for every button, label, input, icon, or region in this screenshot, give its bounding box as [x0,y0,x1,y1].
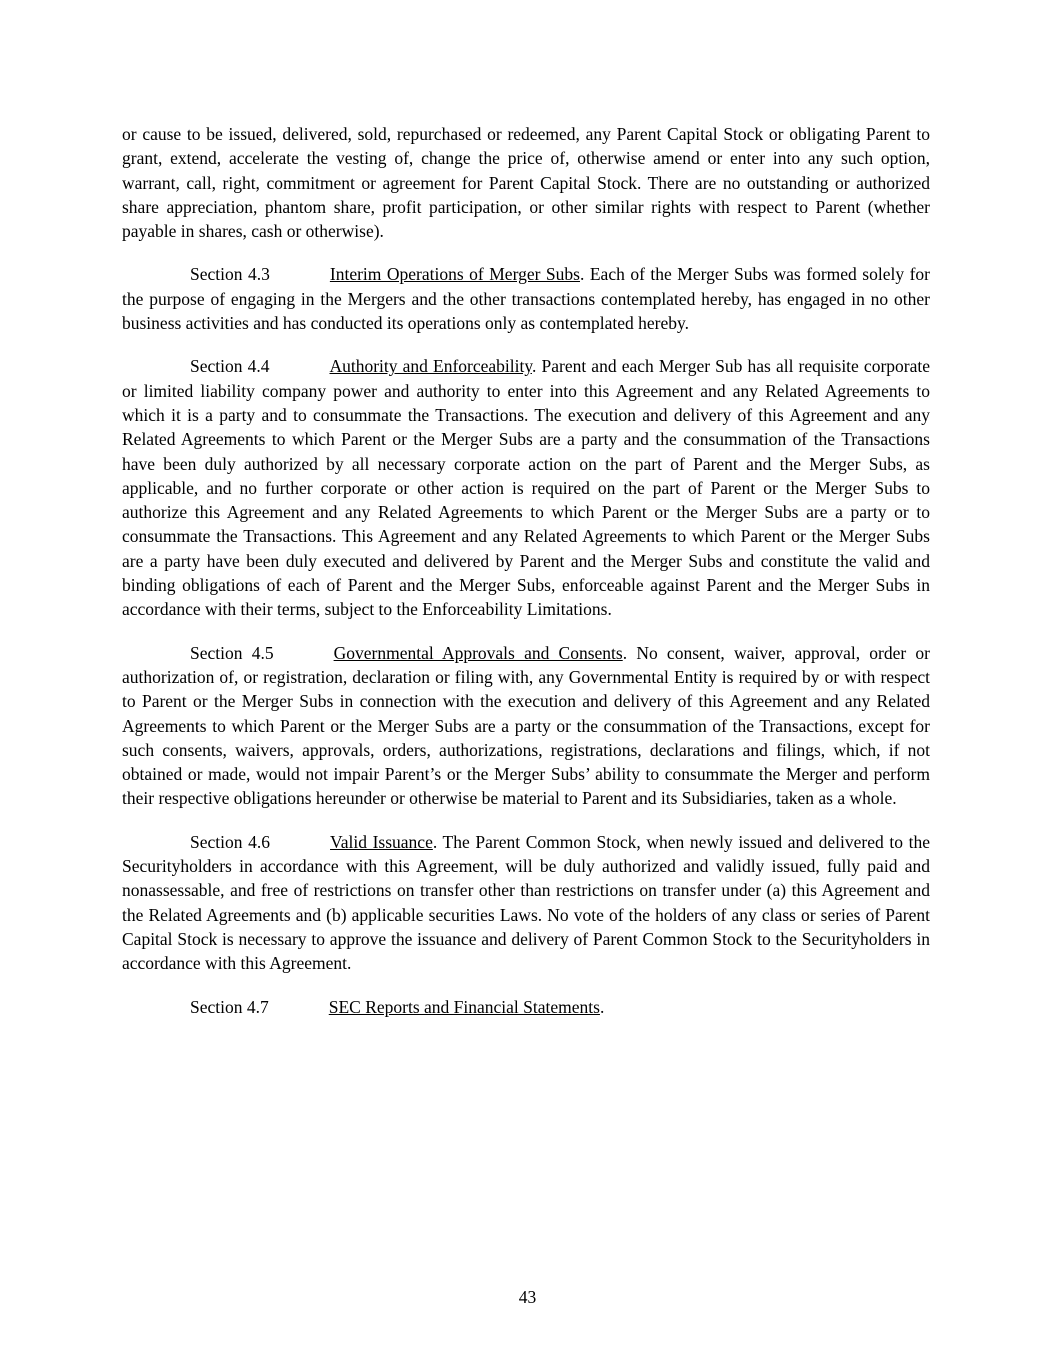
section-body: . Each of the Merger Subs was formed solely for the purpose of engaging in the Mergers and the other transactions contemplated hereby, has engaged in no other business activities and has conducted its operations only as contemplated hereby. [122,264,930,334]
section-label: Section 4.3 [190,264,270,285]
section-heading: Interim Operations of Merger Subs [329,264,580,285]
section-body: . Parent and each Merger Sub has all requisite corporate or limited liability company power and authority to enter into this Agreement and any Related Agreements to which it is a party and to consummate the Transactions. The execution and delivery of this Agreement and any Related Agreements to which Parent or the Merger Subs are a party and the consummation of the Transactions have been duly authorized by all necessary corporate action on the part of Parent and the Merger Subs, as applicable, and no further corporate or other action is required on the part of Parent or the Merger Subs to authorize this Agreement and any Related Agreements to which Parent or the Merger Subs are a party or to consummate the Transactions. This Agreement and any Related Agreements to which Parent or the Merger Subs are a party have been duly executed and delivered by Parent and the Merger Subs and constitute the valid and binding obligations of each of Parent and the Merger Subs, enforceable against Parent and the Merger Subs in accordance with their terms, subject to the Enforceability Limitations. [122,356,930,620]
section-heading: Authority and Enforceability [329,356,532,377]
section-body: . [599,996,605,1017]
section-4-7 [122,995,930,1019]
section-label: Section 4.4 [190,356,270,377]
section-label: Section 4.7 [190,996,269,1017]
section-4-3 [122,262,930,335]
section-4-6 [122,830,930,976]
section-heading: SEC Reports and Financial Statements [328,996,600,1017]
section-heading: Governmental Approvals and Consents [333,642,623,663]
section-body: . The Parent Common Stock, when newly issued and delivered to the Securityholders in accordance with this Agreement, will be duly authorized and validly issued, fully paid and nonassessable, and free of restrictions on transfer other than restrictions on transfer under (a) this Agreement and the Related Agreements and (b) applicable securities Laws. No vote of the holders of any class or series of Parent Capital Stock is necessary to approve the issuance and delivery of Parent Common Stock to the Securityholders in accordance with this Agreement. [122,831,930,974]
section-body: . No consent, waiver, approval, order or authorization of, or registration, declaration or filing with, any Governmental Entity is required by or with respect to Parent or the Merger Subs in connection with the execution and delivery of this Agreement and any Related Agreements to which Parent or the Merger Subs are a party or the consummation of the Transactions, except for such consents, waivers, approvals, orders, authorizations, registrations, declarations and filings, which, if not obtained or made, would not impair Parent’s or the Merger Subs’ ability to consummate the Merger and perform their respective obligations hereunder or otherwise be material to Parent and its Subsidiaries, taken as a whole. [122,642,931,809]
section-heading: Valid Issuance [330,831,433,852]
paragraph-continuation: or cause to be issued, delivered, sold, repurchased or redeemed, any Parent Capital Stock or obligating Parent to grant, extend, accelerate the vesting of, change the price of, otherwise amend or enter into any such option, warrant, call, right, commitment or agreement for Parent Capital Stock. There are no outstanding or authorized share appreciation, phantom share, profit participation, or other similar rights with respect to Parent (whether payable in shares, cash or otherwise). [122,124,930,242]
page-number: 43 [518,1286,537,1307]
section-label: Section 4.5 [190,642,274,663]
section-4-5 [122,641,930,811]
section-label: Section 4.6 [190,831,271,852]
section-4-4 [122,354,930,621]
